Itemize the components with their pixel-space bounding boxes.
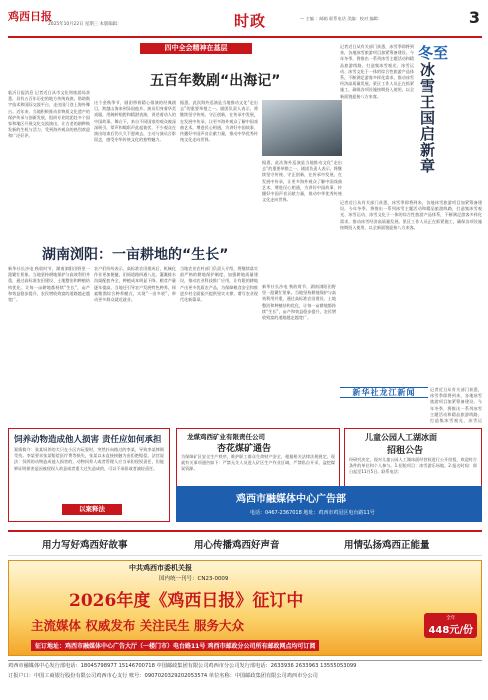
subscription-promo [8,560,482,656]
column-name: 新华社龙江新闻 [340,387,428,398]
price-value: 448元/份 [428,625,473,636]
winter-title: 冰雪王国启新章 [418,62,436,174]
article2-col1: 新华社长沙电 秋收时节，湖南浏阳田野里一派繁忙景象。当地坚持耕地保护与高效利用并重，通过高标准农田建设、土地整治和种植结构优化，让每一亩耕地都持续“生长”，亩产和效益稳步提升，农民增收致富的道路越走越宽广。 [8,266,90,303]
footer-bank-account: 订报户口：中国工商银行股份有限公司鸡西市心支行 账号：0907020329202053574 单位名称：中国邮政集团有限公司鸡西市分公司 [8,673,318,679]
mine-notice-title: 杏花煤矿通告 [217,444,272,454]
article2-headline: 湖南浏阳：一亩耕地的“生长” [42,247,229,263]
footer [8,660,482,696]
ad-department-bar [176,486,482,522]
winter-feature [418,44,482,212]
article2-col3: 当地农业农村部门负责人介绍，将继续落实最严格的耕地保护制度，加强耕地质量建设，推动农业科技推广应用，让有限的耕地产出更多优质农产品，为保障粮食安全和推进乡村全面振兴提供坚实支撑，谱写农业现代化新篇章。 [180,266,258,303]
promo-slogan: 主流媒体 权威发布 关注民生 服务大众 [31,618,245,633]
park-notice-subtitle: 招租公告 [387,446,424,456]
page-number: 3 [468,8,480,27]
promo-address: 征订地址：鸡西市融媒体中心广告大厅（一楼门市）电台路11号 鸡西市邮政分公司所有邮政网点均可订阅 [31,640,319,651]
promo-org: 中共鸡西市委机关报 [129,564,192,572]
article1-headline: 五百年数剧“出海记” [150,73,281,89]
article1-col4: 据悉，此次海外巡演是当地推动文化“走出去”的重要举措之一。剧团负责人表示，将继续坚守传统、守正创新，在传承中发展，在发展中传承，让更多海外观众了解中国戏曲艺术，增进民心相通，为讲好中国故事、传播好中国声音贡献力量，推动中华优秀传统文化走向世界。 [262,160,342,203]
section-title: 时政 [234,12,267,30]
sidebar-text-bottom: 记者近日从有关部门获悉，冰雪季即将到来，各地冰雪旅游项目加紧筹备建设。今年冬季，将推出一系列冰雪主题活动和精品旅游线路，打造集冰雪观光、冰雪运动、冰雪文化于一体的综合性旅游产品体系，不断满足游客多样化需求，推动冰雪经济高质量发展。景区工作人员正在抓紧施工，确保各项设施按期投入使用，以全新面貌迎接八方来客。 [340,200,482,230]
ad-department-title: 鸡西市融媒体中心广告部 [236,494,346,505]
slogan-1: 用力写好鸡西好故事 [42,540,128,551]
article2-col2: 农户们纷纷表示，高标准农田建成后，机械化作业更加便捷，田间道路四通八达，灌溉排水沟渠配套齐全，种植成本明显下降，粮食产量逐年提高。当地还引导农户发展特色种养，探索稻渔综合种养模式，实现“一田多收”，带动更多群众就近就业。 [94,266,176,303]
mine-notice-text: 为保障矿区安全生产秩序，维护职工群众生命财产安全，根据相关法律法规规定，现就有关事项通告如下：严禁无关人员进入矿区生产作业区域，严禁私自开采、盗挖煤炭资源。 [181,454,335,472]
law-column-stamp: 以案释法 [62,504,122,515]
sidebar-text-top: 记者近日从有关部门获悉，冰雪季即将到来，各地冰雪旅游项目加紧筹备建设。今年冬季，将推出一系列冰雪主题活动和精品旅游线路，打造集冰雪观光、冰雪运动、冰雪文化于一体的综合性旅游产品体系，不断满足游客多样化需求，推动冰雪经济高质量发展。景区工作人员正在抓紧施工，确保各项设施按期投入使用，以全新面貌迎接八方来客。 [340,44,414,99]
newspaper-logo: 鸡西日报 [8,10,52,23]
park-notice-text: 经研究决定，现对儿童公园人工湖冰面经营权进行公开招租，欢迎符合条件的单位和个人参与。1.招租项目：冰雪游乐场地。2.报名时间：即日起至11月5日。联系电话： [349,457,477,475]
editor-contacts: — 主编 ：邮箱 联系电话 美编：校对 编辑： [300,16,383,21]
slogan-3: 用情弘扬鸡西正能量 [344,540,430,551]
article1-col2: 这个金秋季节，剧团带着精心排演的经典剧目，跨越山海来到异国他乡。演员们身着华美戏服，用婉转唱腔和精湛表演，讲述着动人的中国故事。舞台下，来自不同国家的观众被深深吸引，掌声和喝彩声此起彼伏，不少观众在演出结束后仍久久不愿离去，主动与演员合影留念，感受中华传统文化的独特魅力。 [94,100,176,143]
dateline: 2025年10月22日 星期三 本版编辑： [48,22,122,27]
park-notice-title: 儿童公园人工湖冰面 [365,433,437,442]
slogan-2: 用心传播鸡西好声音 [194,540,280,551]
footer-distribution: 鸡西市融媒体中心发行部电话：18045798977 15146700718 中国邮政集团有限公司鸡西市分公司发行部电话：2633936 2633963 13555053099 [8,663,357,669]
article1-col1: 临沂日报消息 记者近日从市文化和旅游局获悉，具有五百年历史的地方传统戏曲，借助数字技术和国际交流平台，走出国门登上海外舞台。近年来，当地积极推动非物质文化遗产的保护传承与创新发展，组织专业院团赴多个国家和地区开展文化交流演出，让古老的剧种焕发新的生机与活力，受到海外观众的热烈欢迎和广泛好评。 [8,90,90,139]
slogan-row [8,530,482,556]
article1-col3: 据悉，此次海外巡演是当地推动文化“走出去”的重要举措之一。剧团负责人表示，将继续坚守传统、守正创新，在传承中发展，在发展中传承，让更多海外观众了解中国戏曲艺术，增进民心相通，为讲好中国故事、传播好中国声音贡献力量，推动中华优秀传统文化走向世界。 [180,100,258,143]
law-column-title: 饲养动物造成他人损害 责任应如何承担 [14,435,162,445]
promo-title: 2026年度《鸡西日报》征订中 [69,591,304,611]
mine-notice-org: 龙煤鸡西矿业有限责任公司 [187,433,265,441]
winter-prefix: 冬至 [418,44,449,62]
masthead [8,6,482,38]
sidebar-text-last: 记者近日从有关部门获悉，冰雪季即将到来，各地冰雪旅游项目加紧筹备建设。今年冬季，将推出一系列冰雪主题活动和精品旅游线路，打造集冰雪观光、冰雪运 [430,387,482,423]
topic-banner: 四中全会精神在基层 [140,43,252,54]
law-column-text: 案情简介：张某饲养的犬只在小区内玩耍时，突然扑向路过的李某，导致李某摔倒受伤。李某要求张某赔偿医疗费等损失，张某以未直接接触为由拒绝赔偿。法官说法：饲养的动物造成他人损害的，动物饲养人或者管理人应当承担侵权责任，但能够证明损害是因被侵权人故意或者重大过失造成的，可以不承担或者减轻责任。 [14,447,164,471]
promo-issn: 国内统一刊号：CN23-0009 [159,576,229,582]
ad-department-contact: 电话：0467-2367018 地址：鸡西市鸡冠区电台路11号 [250,510,375,516]
price-prefix: 全年 [446,616,456,621]
article-photo [262,100,342,156]
article2-col4: 新华社长沙电 秋收时节，湖南浏阳田野里一派繁忙景象。当地坚持耕地保护与高效利用并重，通过高标准农田建设、土地整治和种植结构优化，让每一亩耕地都持续“生长”，亩产和效益稳步提升，农民增收致富的道路越走越宽广。 [262,284,336,321]
price-badge [424,613,477,638]
